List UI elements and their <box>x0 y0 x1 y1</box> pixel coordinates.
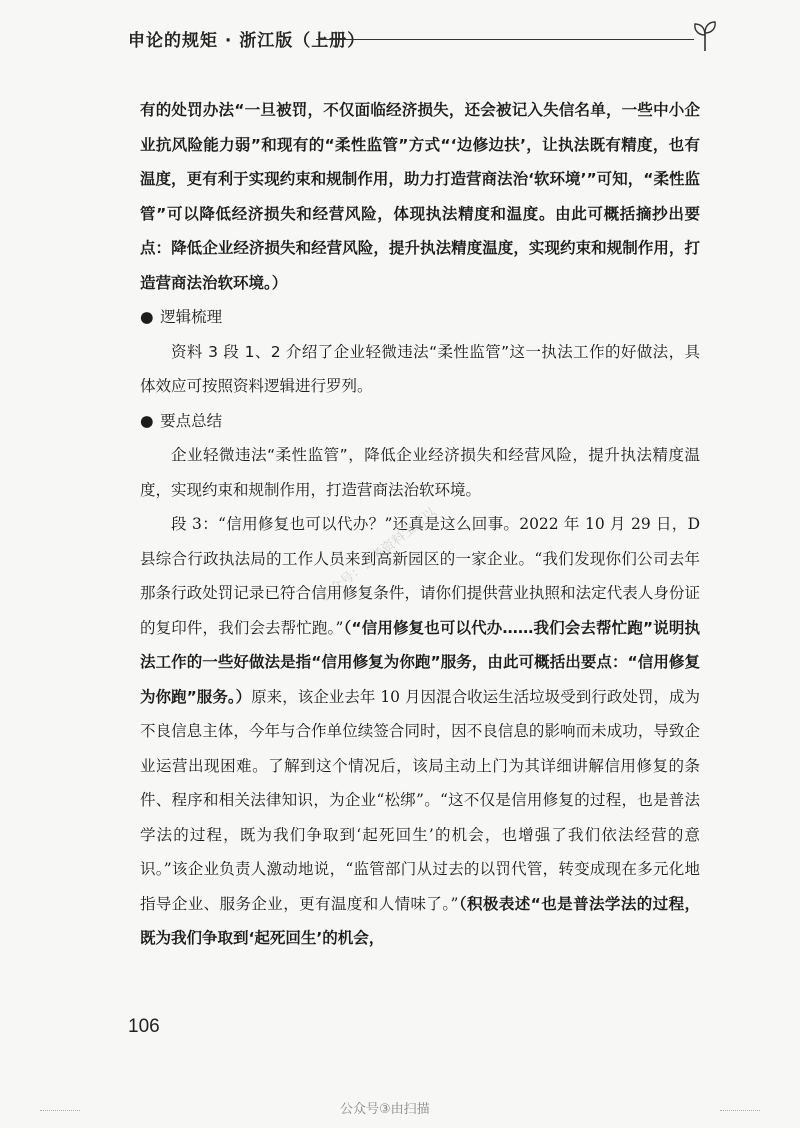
analysis-note-2: （积极表述“也是普法学法的过程，既为我们争取到‘起死回生’的机会， <box>140 894 700 947</box>
bullet-icon: ● <box>140 308 154 326</box>
analysis-note-1: （“信用修复也可以代办……我们会去帮忙跑”说明执法工作的一些好做法是指“信用修复为你跑”服务，由此可概括出要点：“信用修复为你跑”服务。） <box>140 618 700 706</box>
section-heading-logic <box>140 300 700 335</box>
analysis-paragraph-1: 有的处罚办法“一旦被罚，不仅面临经济损失，还会被记入失信名单，一些中小企业抗风险能力弱”和现有的“柔性监管”方式“‘边修边扶’，让执法既有精度，也有温度，更有利于实现约束和规制作用，助力打造营商法治‘软环境’”可知，“柔性监管”可以降低经济损失和经营风险，体现执法精度和温度。由此可概括摘抄出要点：降低企业经济损失和经营风险，提升执法精度温度，实现约束和规制作用，打造营商法治软环境。） <box>140 101 700 292</box>
material-text-2: 原来，该企业去年 10 月因混合收运生活垃圾受到行政处罚，成为不良信息主体，今年与合作单位续签合同时，因不良信息的影响而未成功，导致企业运营出现困难。了解到这个情况后，该局主动上门为其详细讲解信用修复的条件、程序和相关法律知识，为企业“松绑”。“这不仅是信用修复的过程，也是普法学法的过程，既为我们争取到‘起死回生’的机会，也增强了我们依法经营的意识。”该企业负责人激动地说，“监管部门从过去的以罚代管，转变成现在多元化地指导企业、服务企业，更有温度和人情味了。” <box>140 687 700 913</box>
scan-edge-mark <box>720 1110 760 1112</box>
heading-summary-text: 要点总结 <box>160 411 223 430</box>
material-paragraph-3 <box>140 507 700 956</box>
book-title: 申论的规矩 · 浙江版（上册） <box>128 31 366 51</box>
logic-paragraph: 资料 3 段 1、2 介绍了企业轻微违法“柔性监管”这一执法工作的好做法，具体效应可按照资料逻辑进行罗列。 <box>140 342 700 395</box>
material-text-1: 段 3：“信用修复也可以代办？”还真是这么回事。2022 年 10 月 29 日，D 县综合行政执法局的工作人员来到高新园区的一家企业。“我们发现你们公司去年那条行政处罚记录已符合信用修复条件，请你们提供营业执照和法定代表人身份证的复印件，我们会去帮忙跑。” <box>140 515 700 637</box>
summary-paragraph: 企业轻微违法“柔性监管”，降低企业经济损失和经营风险，提升执法精度温度，实现约束和规制作用，打造营商法治软环境。 <box>140 446 700 499</box>
header-rule <box>316 39 694 40</box>
sprout-icon <box>692 20 718 52</box>
scan-edge-mark <box>40 1110 80 1112</box>
scan-footer-mark: 公众号③由扫描 <box>340 1102 430 1117</box>
watermark-text: 公众号：公考资料宝可以 <box>317 505 440 605</box>
heading-logic-text: 逻辑梳理 <box>160 308 223 326</box>
bullet-icon: ● <box>140 411 154 430</box>
section-heading-summary <box>140 404 700 439</box>
page-number: 106 <box>128 1016 160 1037</box>
running-header <box>128 20 718 60</box>
